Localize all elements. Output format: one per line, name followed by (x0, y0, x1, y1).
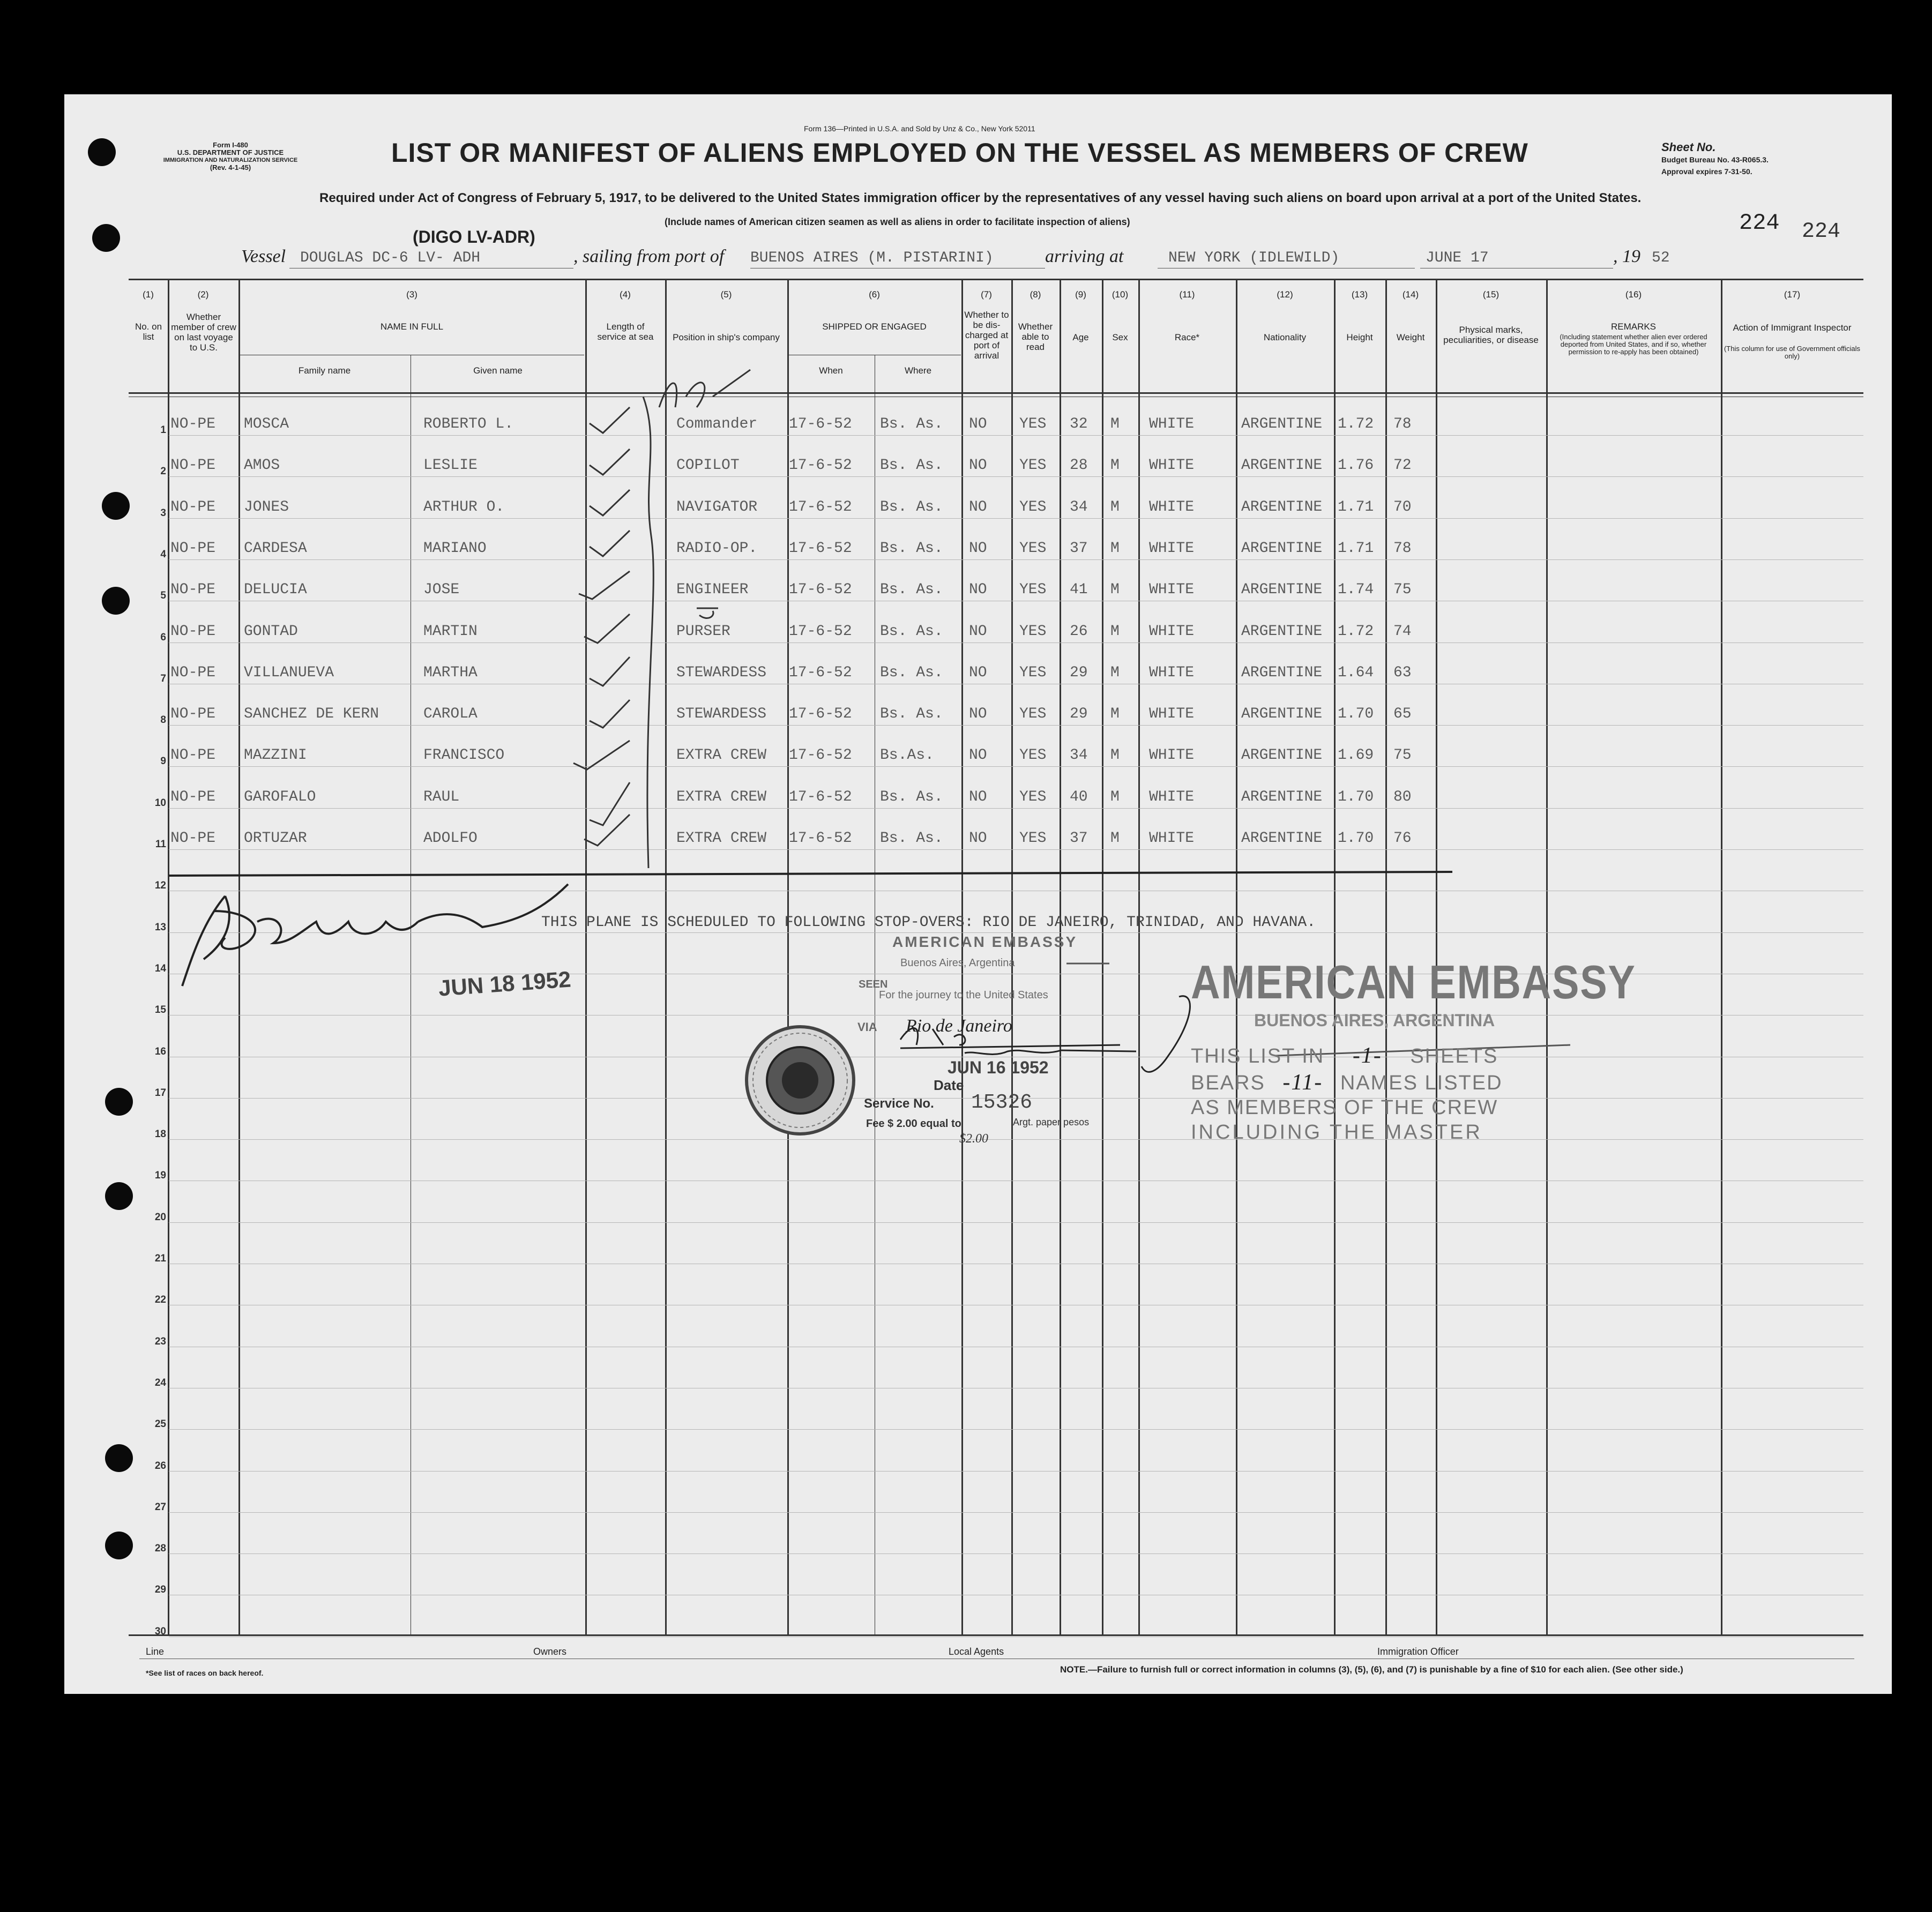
penalty-note: NOTE.—Failure to furnish full or correct information in columns (3), (5), (6), and (7) is punishable by a fine of $10 for each alien. (See other side.) (1060, 1664, 1683, 1675)
crew-member-flag: NO-PE (170, 581, 216, 598)
engaged-when: 17-6-52 (789, 540, 852, 557)
sex: M (1110, 540, 1120, 557)
given-name: RAUL (423, 789, 460, 805)
position: EXTRA CREW (676, 789, 767, 805)
family-name: SANCHEZ DE KERN (244, 706, 379, 722)
line-number: 6 (160, 632, 166, 643)
race: WHITE (1149, 789, 1195, 805)
nationality: ARGENTINE (1241, 457, 1323, 474)
arriving-label: arriving at (1045, 247, 1124, 266)
position: PURSER (676, 623, 730, 640)
nationality: ARGENTINE (1241, 540, 1323, 557)
checkmark (573, 741, 630, 770)
via-value: Rio de Janeiro (906, 1016, 1012, 1036)
nationality: ARGENTINE (1241, 747, 1323, 764)
sex: M (1110, 830, 1120, 847)
header-able-to-read: Whether able to read (1018, 322, 1053, 352)
family-name: GAROFALO (244, 789, 316, 805)
column-number: (7) (981, 289, 992, 300)
height: 1.70 (1338, 830, 1374, 847)
line-number: 2 (160, 466, 166, 477)
checkmark (590, 657, 630, 686)
embassy-large-stamp: AMERICAN EMBASSY (1191, 955, 1636, 1009)
discharged-flag: NO (969, 830, 987, 847)
header-sex: Sex (1112, 332, 1128, 342)
budget-bureau: Budget Bureau No. 43-R065.3. (1661, 155, 1769, 164)
able-to-read: YES (1019, 789, 1047, 805)
footer-local-agents-label: Local Agents (949, 1646, 1004, 1657)
line-number: 11 (155, 839, 166, 850)
position: EXTRA CREW (676, 830, 767, 847)
sex: M (1110, 664, 1120, 681)
service-no-label: Service No. (864, 1096, 934, 1111)
seen-label: SEEN (859, 979, 888, 990)
header-name-in-full: NAME IN FULL (380, 322, 444, 332)
sex: M (1110, 457, 1120, 474)
footer-immigration-officer-label: Immigration Officer (1377, 1646, 1459, 1657)
race: WHITE (1149, 416, 1195, 432)
line-number: 24 (154, 1377, 166, 1388)
line-number: 9 (160, 756, 166, 767)
line-number: 10 (154, 797, 166, 809)
sailing-label: , sailing from port of (573, 247, 725, 266)
checkmark (590, 490, 630, 516)
embassy-stamp-city: Buenos Aires, Argentina (900, 957, 1015, 969)
bears-label: BEARS (1191, 1072, 1265, 1094)
line-number: 17 (154, 1087, 166, 1099)
service-scribble (659, 370, 750, 407)
sex: M (1110, 789, 1120, 805)
weight: 75 (1393, 747, 1412, 764)
engaged-when: 17-6-52 (789, 830, 852, 847)
page-number-stamp: 224 (1802, 220, 1841, 244)
column-number: (2) (197, 289, 209, 300)
sex: M (1110, 499, 1120, 516)
approval-expiry: Approval expires 7-31-50. (1661, 167, 1752, 176)
given-name: LESLIE (423, 457, 478, 474)
crew-member-flag: NO-PE (170, 664, 216, 681)
remarks-note: (Including statement whether alien ever ordered deported from United States, and if so, whether permission to re-apply has been obtained) (1560, 333, 1707, 356)
height: 1.72 (1338, 623, 1374, 640)
via-label: VIA (857, 1020, 877, 1034)
line-number: 16 (154, 1046, 166, 1057)
date-label: Date (934, 1077, 964, 1093)
weight: 78 (1393, 416, 1412, 432)
family-name: JONES (244, 499, 289, 516)
sex: M (1110, 416, 1120, 432)
nationality: ARGENTINE (1241, 789, 1323, 805)
race: WHITE (1149, 664, 1195, 681)
engaged-when: 17-6-52 (789, 789, 852, 805)
arriving-port: NEW YORK (IDLEWILD) (1168, 250, 1340, 266)
position: COPILOT (676, 457, 740, 474)
sheets-count: -1- (1352, 1043, 1382, 1068)
position: Commander (676, 416, 758, 432)
weight: 78 (1393, 540, 1412, 557)
sheets-label: THIS LIST IN (1191, 1045, 1325, 1067)
engaged-where: Bs. As. (880, 830, 943, 847)
sex: M (1110, 747, 1120, 764)
header-shipped-engaged: SHIPPED OR ENGAGED (822, 322, 927, 332)
able-to-read: YES (1019, 499, 1047, 516)
page-number: 224 (1739, 210, 1780, 236)
header-nationality: Nationality (1263, 332, 1307, 342)
engaged-where: Bs.As. (880, 747, 934, 764)
engaged-where: Bs. As. (880, 540, 943, 557)
nationality: ARGENTINE (1241, 581, 1323, 598)
line-number: 7 (160, 673, 166, 684)
engaged-where: Bs. As. (880, 499, 943, 516)
line-number: 26 (154, 1460, 166, 1472)
sheet-count-line (1191, 1043, 1498, 1069)
column-number: (3) (406, 289, 417, 300)
service-no-value: 15326 (971, 1091, 1033, 1114)
engaged-where: Bs. As. (880, 789, 943, 805)
given-name: ROBERTO L. (423, 416, 514, 432)
given-name: FRANCISCO (423, 747, 505, 764)
column-number: (1) (143, 289, 154, 300)
discharged-flag: NO (969, 499, 987, 516)
revision-date: (Rev. 4-1-45) (210, 163, 251, 171)
column-number: (15) (1482, 289, 1500, 300)
discharged-flag: NO (969, 416, 987, 432)
line-number: 23 (154, 1336, 166, 1347)
line-number: 25 (154, 1418, 166, 1430)
checkmark (579, 571, 630, 599)
vessel-value: DOUGLAS DC-6 LV- ADH (300, 250, 481, 266)
family-name: MAZZINI (244, 747, 307, 764)
form-title: LIST OR MANIFEST OF ALIENS EMPLOYED ON THE VESSEL AS MEMBERS OF CREW (391, 138, 1528, 168)
crew-member-flag: NO-PE (170, 747, 216, 764)
race: WHITE (1149, 747, 1195, 764)
able-to-read: YES (1019, 416, 1047, 432)
header-no-on-list: No. on list (135, 322, 162, 342)
discharged-flag: NO (969, 747, 987, 764)
nationality: ARGENTINE (1241, 664, 1323, 681)
fee-label: Fee $ 2.00 equal to (866, 1118, 961, 1130)
consular-seal (747, 1027, 854, 1134)
vessel-label: Vessel (241, 247, 286, 266)
line-number: 8 (160, 714, 166, 726)
able-to-read: YES (1019, 457, 1047, 474)
line-number: 21 (154, 1253, 166, 1264)
header-length-of-service: Length of service at sea (597, 322, 654, 342)
column-number: (11) (1179, 289, 1195, 300)
height: 1.69 (1338, 747, 1374, 764)
line-number: 19 (154, 1170, 166, 1181)
crew-member-flag: NO-PE (170, 706, 216, 722)
column-number: (8) (1030, 289, 1041, 300)
able-to-read: YES (1019, 581, 1047, 598)
height: 1.64 (1338, 664, 1374, 681)
given-name: MARIANO (423, 540, 487, 557)
checkmark (590, 407, 630, 433)
weight: 72 (1393, 457, 1412, 474)
header-family-name: Family name (298, 365, 351, 376)
line-number: 3 (160, 507, 166, 519)
column-number: (12) (1277, 289, 1293, 300)
column-number: (4) (620, 289, 631, 300)
family-name: CARDESA (244, 540, 307, 557)
header-discharged: Whether to be dis-charged at port of arrival (964, 310, 1009, 361)
weight: 63 (1393, 664, 1412, 681)
nationality: ARGENTINE (1241, 623, 1323, 640)
line-number: 18 (154, 1129, 166, 1140)
position: EXTRA CREW (676, 747, 767, 764)
engaged-where: Bs. As. (880, 623, 943, 640)
nationality: ARGENTINE (1241, 499, 1323, 516)
end-of-list-rule (169, 872, 1452, 876)
service-checkmarks (573, 370, 750, 868)
crew-members-line: AS MEMBERS OF THE CREW (1191, 1096, 1498, 1119)
column-number: (10) (1112, 289, 1129, 300)
nationality: ARGENTINE (1241, 416, 1323, 432)
position: RADIO-OP. (676, 540, 758, 557)
crew-member-flag: NO-PE (170, 540, 216, 557)
column-number: (14) (1402, 289, 1419, 300)
line-number: 30 (154, 1626, 166, 1637)
race: WHITE (1149, 830, 1195, 847)
names-count: -11- (1282, 1070, 1323, 1095)
nationality: ARGENTINE (1241, 830, 1323, 847)
discharged-flag: NO (969, 623, 987, 640)
line-number: 13 (154, 922, 166, 933)
weight: 74 (1393, 623, 1412, 640)
crew-member-flag: NO-PE (170, 499, 216, 516)
crew-member-flag: NO-PE (170, 416, 216, 432)
header-where: Where (904, 365, 932, 376)
checkmark (590, 449, 630, 475)
header-weight: Weight (1396, 332, 1425, 342)
names-listed-label: NAMES LISTED (1340, 1072, 1503, 1094)
height: 1.71 (1338, 499, 1374, 516)
engaged-where: Bs. As. (880, 457, 943, 474)
sex: M (1110, 623, 1120, 640)
column-number: (5) (720, 289, 732, 300)
arrival-year: 52 (1652, 250, 1670, 266)
engaged-when: 17-6-52 (789, 623, 852, 640)
header-action-inspector: Action of Immigrant Inspector (1733, 323, 1852, 333)
footer-owners-label: Owners (533, 1646, 567, 1657)
sex: M (1110, 581, 1120, 598)
checkmark (584, 614, 630, 643)
age: 40 (1070, 789, 1088, 805)
journey-label: For the journey to the United States (879, 989, 1048, 1001)
header-position: Position in ship's company (673, 332, 780, 342)
line-number: 28 (154, 1543, 166, 1554)
bracket-stroke (643, 397, 653, 868)
line-number: 20 (154, 1212, 166, 1223)
received-date-stamp: JUN 18 1952 (437, 966, 572, 1001)
able-to-read: YES (1019, 747, 1047, 764)
height: 1.76 (1338, 457, 1374, 474)
able-to-read: YES (1019, 664, 1047, 681)
race: WHITE (1149, 706, 1195, 722)
height: 1.70 (1338, 789, 1374, 805)
crew-member-flag: NO-PE (170, 623, 216, 640)
race: WHITE (1149, 457, 1195, 474)
checkmark (590, 782, 630, 825)
checkmark (590, 700, 630, 728)
discharged-flag: NO (969, 706, 987, 722)
race: WHITE (1149, 581, 1195, 598)
callsign-note: (DIGO LV-ADR) (413, 227, 535, 247)
weight: 76 (1393, 830, 1412, 847)
engaged-where: Bs. As. (880, 416, 943, 432)
column-number: (17) (1784, 289, 1801, 300)
sheets-label-suffix: SHEETS (1410, 1045, 1498, 1067)
line-number: 22 (154, 1294, 166, 1305)
year-prefix: , 19 (1613, 247, 1640, 266)
embassy-stamp-title: AMERICAN EMBASSY (892, 933, 1078, 950)
embassy-large-city: BUENOS AIRES, ARGENTINA (1254, 1011, 1495, 1030)
given-name: ARTHUR O. (423, 499, 505, 516)
age: 29 (1070, 664, 1088, 681)
given-name: CAROLA (423, 706, 478, 722)
fee-value: $2.00 (959, 1132, 988, 1146)
weight: 80 (1393, 789, 1412, 805)
crew-member-flag: NO-PE (170, 789, 216, 805)
line-number: 14 (154, 963, 166, 974)
family-name: AMOS (244, 457, 280, 474)
engaged-when: 17-6-52 (789, 581, 852, 598)
family-name: VILLANUEVA (244, 664, 334, 681)
fee-suffix: Argt. paper pesos (1013, 1117, 1090, 1127)
weight: 65 (1393, 706, 1412, 722)
weight: 75 (1393, 581, 1412, 598)
height: 1.70 (1338, 706, 1374, 722)
age: 29 (1070, 706, 1088, 722)
column-number: (9) (1075, 289, 1086, 300)
header-given-name: Given name (473, 365, 523, 376)
family-name: ORTUZAR (244, 830, 307, 847)
engaged-where: Bs. As. (880, 706, 943, 722)
able-to-read: YES (1019, 623, 1047, 640)
height: 1.71 (1338, 540, 1374, 557)
required-statement: Required under Act of Congress of February 5, 1917, to be delivered to the United States immigration officer by the representatives of any vessel having such aliens on board upon arrival at a port of the United States. (319, 191, 1642, 205)
footer-line-label: Line (146, 1646, 165, 1657)
service-name: IMMIGRATION AND NATURALIZATION SERVICE (163, 157, 298, 163)
race: WHITE (1149, 499, 1195, 516)
age: 41 (1070, 581, 1088, 598)
engaged-when: 17-6-52 (789, 664, 852, 681)
column-number: (6) (869, 289, 880, 300)
header-when: When (819, 365, 843, 376)
discharged-flag: NO (969, 581, 987, 598)
line-number: 29 (154, 1584, 166, 1595)
family-name: GONTAD (244, 623, 298, 640)
arrival-date: JUNE 17 (1426, 250, 1489, 266)
age: 34 (1070, 747, 1088, 764)
engaged-when: 17-6-52 (789, 416, 852, 432)
form-number: Form I-480 (213, 141, 248, 149)
engaged-where: Bs. As. (880, 581, 943, 598)
engaged-when: 17-6-52 (789, 499, 852, 516)
engaged-when: 17-6-52 (789, 706, 852, 722)
position: STEWARDESS (676, 706, 767, 722)
header-age: Age (1072, 332, 1089, 342)
age: 37 (1070, 830, 1088, 847)
age: 37 (1070, 540, 1088, 557)
master-line: INCLUDING THE MASTER (1191, 1121, 1482, 1144)
sheet-number-label: Sheet No. (1661, 140, 1716, 154)
family-name: MOSCA (244, 416, 289, 432)
weight: 70 (1393, 499, 1412, 516)
engaged-when: 17-6-52 (789, 457, 852, 474)
age: 32 (1070, 416, 1088, 432)
race: WHITE (1149, 540, 1195, 557)
engaged-when: 17-6-52 (789, 747, 852, 764)
printer-line: Form 136—Printed in U.S.A. and Sold by Unz & Co., New York 52011 (804, 124, 1035, 133)
date-stamp: JUN 16 1952 (948, 1058, 1049, 1077)
discharged-flag: NO (969, 664, 987, 681)
checkmark (590, 531, 630, 556)
sex: M (1110, 706, 1120, 722)
line-number: 4 (160, 549, 166, 560)
able-to-read: YES (1019, 830, 1047, 847)
line-number: 5 (160, 590, 166, 601)
discharged-flag: NO (969, 457, 987, 474)
sailing-port: BUENOS AIRES (M. PISTARINI) (750, 250, 994, 266)
given-name: ADOLFO (423, 830, 478, 847)
position: STEWARDESS (676, 664, 767, 681)
discharged-flag: NO (969, 540, 987, 557)
height: 1.74 (1338, 581, 1374, 598)
header-race: Race* (1174, 332, 1200, 342)
age: 34 (1070, 499, 1088, 516)
nationality: ARGENTINE (1241, 706, 1323, 722)
header-whether-member: Whether member of crew on last voyage to U.S. (171, 312, 236, 353)
column-number: (16) (1625, 289, 1642, 300)
given-name: JOSE (423, 581, 460, 598)
line-number: 15 (154, 1004, 166, 1015)
crew-member-flag: NO-PE (170, 830, 216, 847)
family-name: DELUCIA (244, 581, 307, 598)
include-note: (Include names of American citizen seamen as well as aliens in order to facilitate inspection of aliens) (665, 216, 1130, 227)
position: ENGINEER (676, 581, 749, 598)
height: 1.72 (1338, 416, 1374, 432)
able-to-read: YES (1019, 706, 1047, 722)
engaged-where: Bs. As. (880, 664, 943, 681)
line-number: 12 (154, 880, 166, 891)
header-physical-marks: Physical marks, peculiarities, or disease (1443, 325, 1539, 345)
race: WHITE (1149, 623, 1195, 640)
discharged-flag: NO (969, 789, 987, 805)
given-name: MARTHA (423, 664, 478, 681)
able-to-read: YES (1019, 540, 1047, 557)
position: NAVIGATOR (676, 499, 758, 516)
races-footnote: *See list of races on back hereof. (146, 1669, 264, 1677)
ink-mark (697, 608, 718, 618)
stopover-note: THIS PLANE IS SCHEDULED TO FOLLOWING STOP-OVERS: RIO DE JANEIRO, TRINIDAD, AND HAVANA. (541, 914, 1316, 931)
column-number: (13) (1351, 289, 1368, 300)
department-name: U.S. DEPARTMENT OF JUSTICE (177, 148, 284, 156)
action-note: (This column for use of Government officials only) (1724, 345, 1861, 360)
age: 28 (1070, 457, 1088, 474)
age: 26 (1070, 623, 1088, 640)
header-height: Height (1346, 332, 1373, 342)
header-remarks: REMARKS (1610, 322, 1657, 332)
given-name: MARTIN (423, 623, 478, 640)
line-number: 27 (154, 1502, 166, 1513)
line-number: 1 (160, 424, 166, 436)
names-count-line (1191, 1070, 1503, 1095)
crew-member-flag: NO-PE (170, 457, 216, 474)
